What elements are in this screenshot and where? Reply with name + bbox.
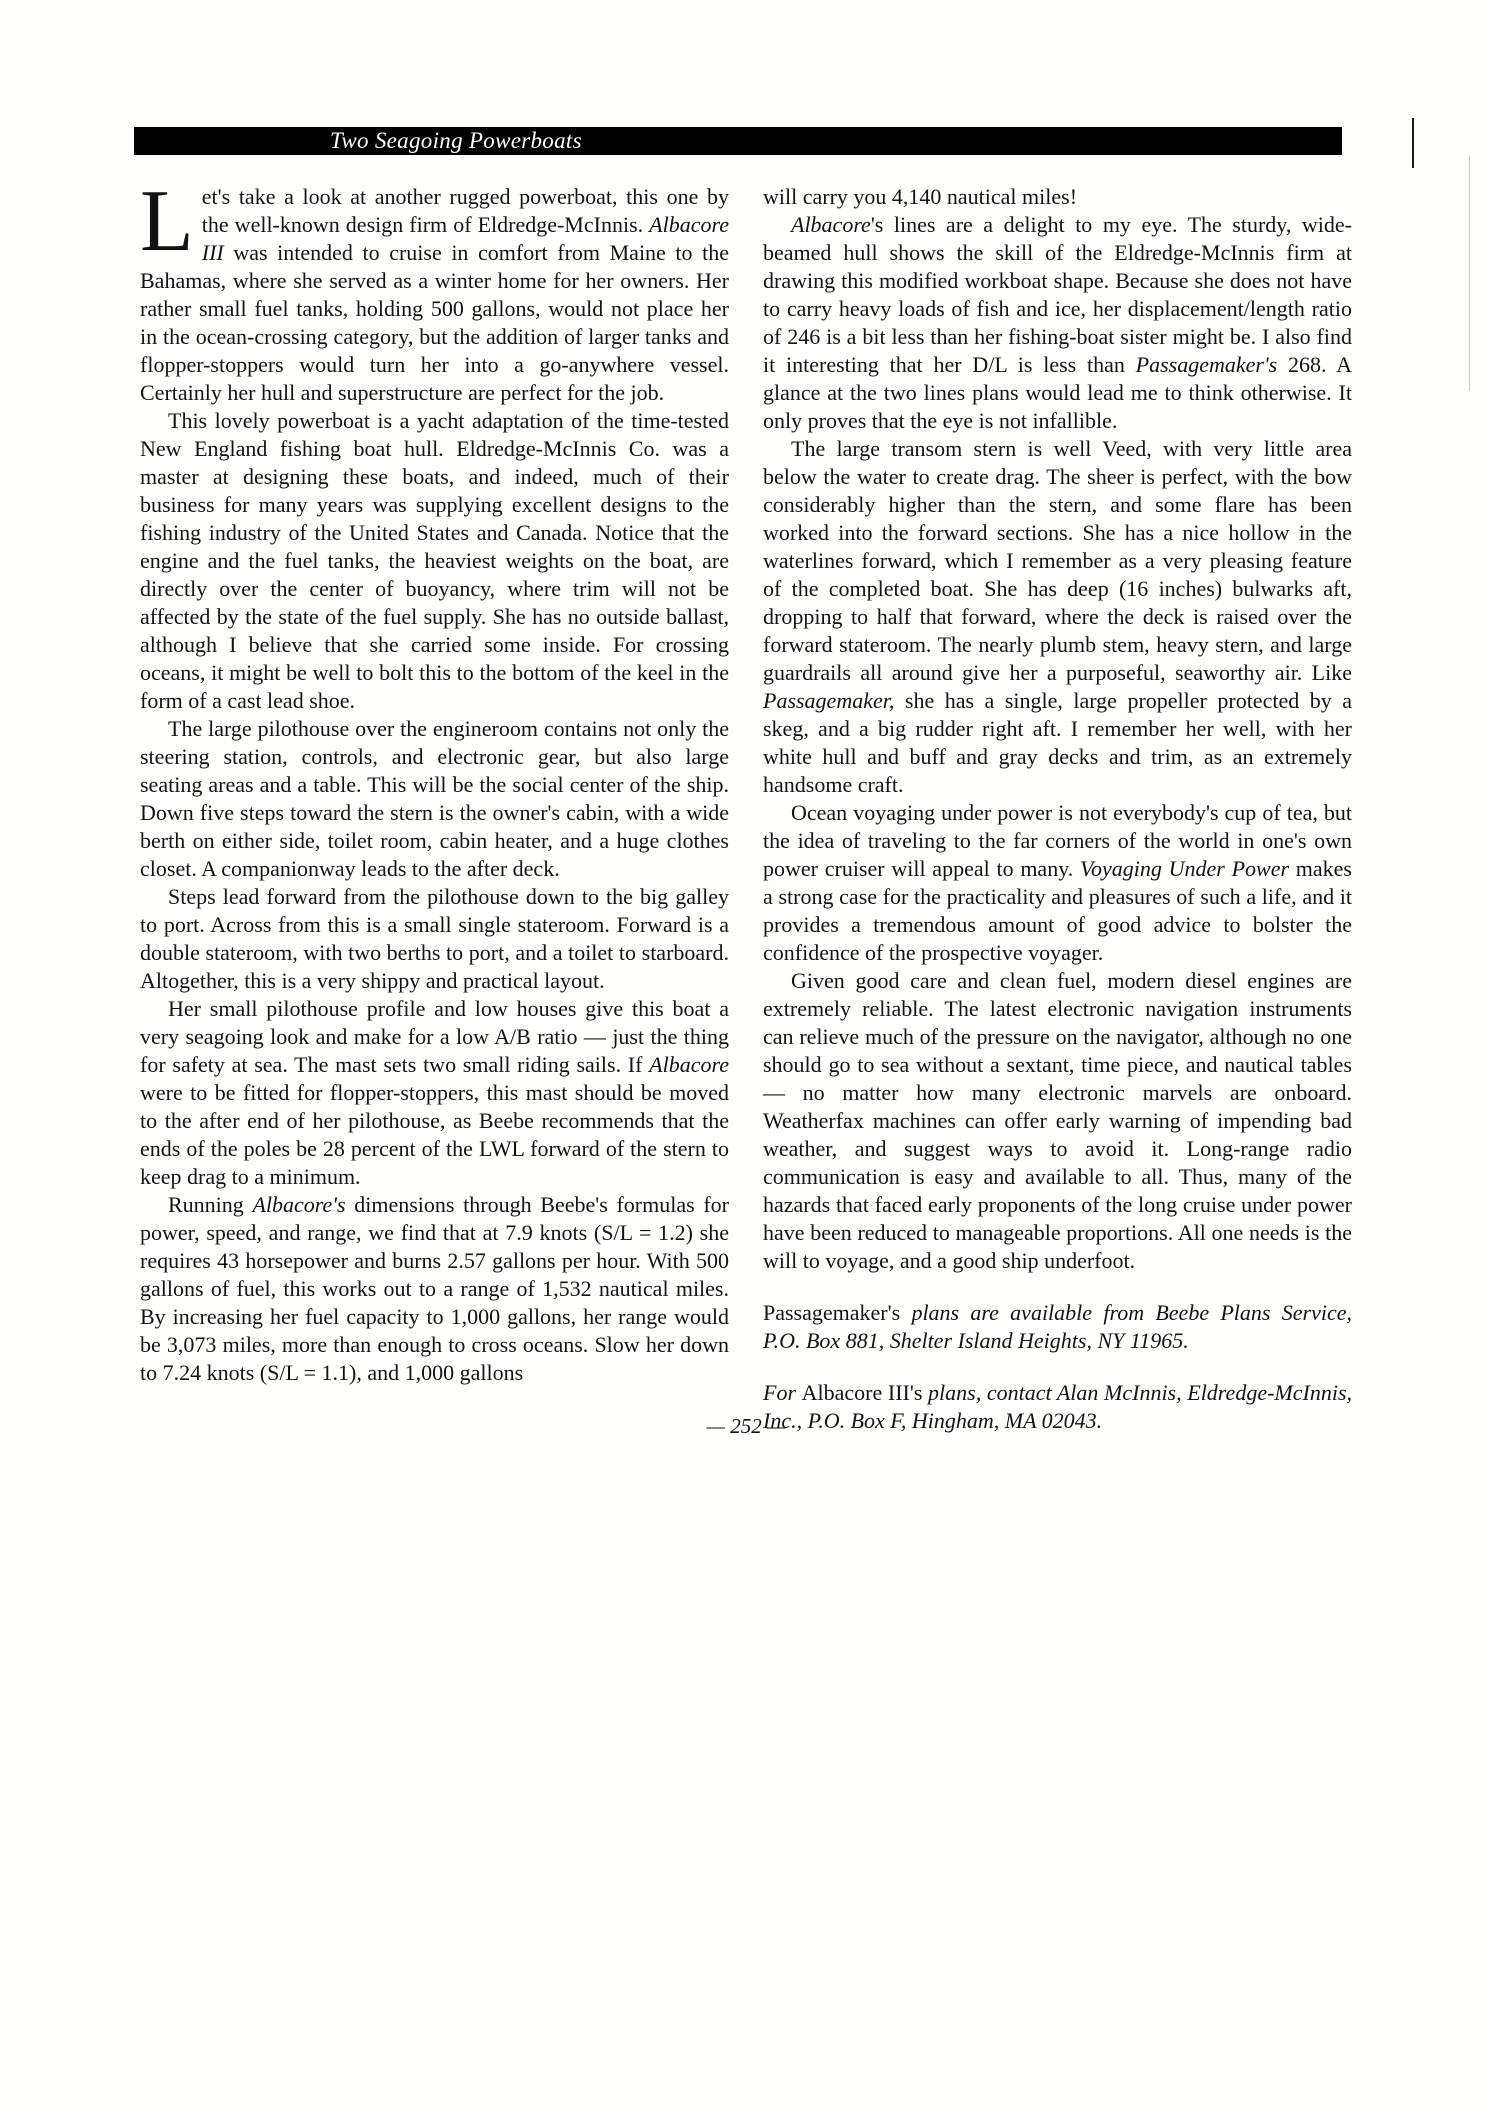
text-run: Passagemaker, [763, 688, 895, 713]
right-column [763, 183, 1352, 1435]
text-run: makes a strong case for the practicality and pleasures of such a life, and it provides a tremendous amount of good advice to bolster the confidence of the prospective voyager. [763, 856, 1352, 965]
text-run: dimensions through Beebe's formulas for power, speed, and range, we find that at 7.9 knots (S/L = 1.2) she requires 43 horsepower and burns 2.57 gallons per hour. With 500 gallons of fuel, this works out to a range of 1,532 nautical miles. By increasing her fuel capacity to 1,000 gallons, her range would be 3,073 miles, more than enough to cross oceans. Slow her down to 7.24 knots (S/L = 1.1), and 1,000 gallons [140, 1192, 729, 1385]
left-column [140, 173, 729, 1435]
text-run: will carry you 4,140 nautical miles! [763, 184, 1078, 209]
text-run: Steps lead forward from the pilothouse down to the big galley to port. Across from this is a small single stateroom. Forward is a double stateroom, with two berths to port, and a toilet to starboard. Altogether, this is a very shippy and practical layout. [140, 884, 729, 993]
text-run: Running [168, 1192, 253, 1217]
paragraph [763, 211, 1352, 435]
text-run: Passagemaker's [1135, 352, 1278, 377]
text-run: plans are available from Beebe Plans Service, P.O. Box 881, Shelter Island Heights, NY 11965. [763, 1300, 1352, 1353]
paragraph [763, 967, 1352, 1275]
text-columns [140, 173, 1353, 1435]
text-run: Passagemaker's [763, 1300, 912, 1325]
chapter-title: Two Seagoing Powerboats [330, 128, 582, 153]
text-run: Voyaging Under Power [1080, 856, 1290, 881]
text-run: were to be fitted for flopper-stoppers, this mast should be moved to the after end of her pilothouse, as Beebe recommends that the ends of the poles be 28 percent of the LWL forward of the stern to keep drag to a minimum. [140, 1080, 729, 1189]
text-run: Albacore's [252, 1192, 346, 1217]
page-number: — 252 — [706, 1414, 786, 1438]
text-run: she has a single, large propeller protected by a skeg, and a big rudder right aft. I remember her well, with her white hull and buff and gray decks and trim, as an extremely handsome craft. [763, 688, 1352, 797]
text-run: Ocean voyaging under power is not everybody's cup of tea, but the idea of traveling to the far corners of the world in one's own power cruiser will appeal to many. [763, 800, 1352, 881]
text-run: et's take a look at another rugged powerboat, this one by the well-known design firm of Eldredge-McInnis. [201, 184, 729, 237]
text-run: Albacore III's [801, 1380, 923, 1405]
paragraph [140, 995, 729, 1191]
paragraph [140, 407, 729, 715]
text-run: plans, contact Alan McInnis, Eldredge-McInnis, Inc., P.O. Box F, Hingham, MA 02043. [763, 1380, 1353, 1433]
paragraph [763, 799, 1352, 967]
text-run: Albacore [649, 1052, 729, 1077]
plans-note [763, 1299, 1352, 1355]
text-run: 268. A glance at the two lines plans would lead me to think otherwise. It only proves that the eye is not infallible. [763, 352, 1352, 433]
text-run: This lovely powerboat is a yacht adaptation of the time-tested New England fishing boat hull. Eldredge-McInnis Co. was a master at designing these boats, and indeed, much of their business for many years was supplying excellent designs to the fishing industry of the United States and Canada. Notice that the engine and the fuel tanks, the heaviest weights on the boat, are directly over the center of buoyancy, where trim will not be affected by the state of the fuel supply. She has no outside ballast, although I believe that she carried some inside. For crossing oceans, it might be well to bolt this to the bottom of the keel in the form of a cast lead shoe. [140, 408, 729, 713]
text-run: The large transom stern is well Veed, with very little area below the water to create drag. The sheer is perfect, with the bow considerably higher than the stern, and some flare has been worked into the forward sections. She has a nice hollow in the waterlines forward, which I remember as a very pleasing feature of the completed boat. She has deep (16 inches) bulwarks aft, dropping to half that forward, where the deck is raised over the forward stateroom. The nearly plumb stem, heavy stern, and large guardrails all around give her a purposeful, seaworthy air. Like [763, 436, 1352, 685]
text-run: For [763, 1380, 802, 1405]
scan-artifact-tick [1412, 118, 1414, 168]
text-run: Albacore [791, 212, 871, 237]
text-run: The large pilothouse over the engineroom contains not only the steering station, controls, and electronic gear, but also large seating areas and a table. This will be the social center of the ship. Down five steps toward the stern is the owner's cabin, with a wide berth on either side, toilet room, cabin heater, and a huge clothes closet. A companionway leads to the after deck. [140, 716, 729, 881]
paragraph [763, 435, 1352, 799]
text-run: Given good care and clean fuel, modern diesel engines are extremely reliable. The latest electronic navigation instruments can relieve much of the pressure on the navigator, although no one should go to sea without a sextant, time piece, and nautical tables — no matter how many electronic marvels are onboard. Weatherfax machines can offer early warning of impending bad weather, and suggest ways to avoid it. Long-range radio communication is easy and available to all. Thus, many of the hazards that faced early proponents of the long cruise under power have been reduced to manageable proportions. All one needs is the will to voyage, and a good ship underfoot. [763, 968, 1352, 1273]
text-run: was intended to cruise in comfort from Maine to the Bahamas, where she served as a winter home for her owners. Her rather small fuel tanks, holding 500 gallons, would not place her in the ocean-crossing category, but the addition of larger tanks and flopper-stoppers would turn her into a go-anywhere vessel. Certainly her hull and superstructure are perfect for the job. [140, 240, 729, 405]
drop-cap: L [140, 173, 194, 270]
paragraph [140, 715, 729, 883]
paragraph [140, 173, 729, 407]
scan-artifact-edge [1469, 156, 1470, 391]
text-run: Her small pilothouse profile and low houses give this boat a very seagoing look and make for a low A/B ratio — just the thing for safety at sea. The mast sets two small riding sails. If [140, 996, 729, 1077]
chapter-header-bar [134, 127, 1342, 155]
paragraph [763, 183, 1352, 211]
text-run: Albacore III [201, 212, 729, 265]
text-run: 's lines are a delight to my eye. The sturdy, wide-beamed hull shows the skill of the Eldredge-McInnis firm at drawing this modified workboat shape. Because she does not have to carry heavy loads of fish and ice, her displacement/length ratio of 246 is a bit less than her fishing-boat sister might be. I also find it interesting that her D/L is less than [763, 212, 1352, 377]
paragraph [140, 1191, 729, 1387]
paragraph [140, 883, 729, 995]
